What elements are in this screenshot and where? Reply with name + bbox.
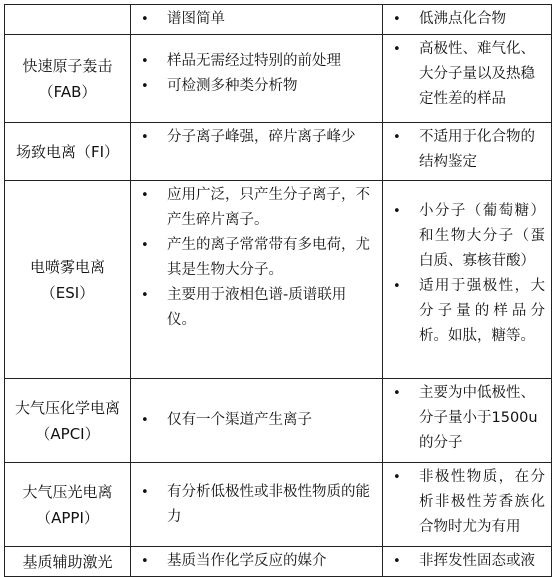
samples-cell [383, 547, 552, 577]
table-row-fab [5, 35, 552, 123]
table-row-apci [5, 379, 552, 463]
method-cell: 电喷雾电离（ESI） [5, 181, 131, 379]
header-cell-samples [383, 5, 552, 35]
method-cell: 大气压光电离（APPI） [5, 463, 131, 547]
samples-cell [383, 463, 552, 547]
table-row-maldi [5, 547, 552, 577]
feature-item: • 可检测多种类分析物 [139, 74, 376, 99]
features-cell [131, 379, 383, 463]
features-cell [131, 181, 383, 379]
feature-item: • 应用广泛，只产生分子离子，不产生碎片离子。 [139, 183, 372, 233]
features-cell [131, 547, 383, 577]
method-cell: 场致电离（FI） [5, 123, 131, 181]
features-cell [131, 123, 383, 181]
header-features-text: • 谱图简单 [139, 7, 376, 32]
samples-cell [383, 123, 552, 181]
method-cell: 基质辅助激光 [5, 547, 131, 577]
sample-item: • 适用于强极性，大分子量的样品分析。如肽，糖等。 [391, 274, 545, 349]
method-cell: 快速原子轰击（FAB） [5, 35, 131, 123]
method-cell: 大气压化学电离（APCI） [5, 379, 131, 463]
samples-cell [383, 181, 552, 379]
header-row [5, 5, 552, 35]
sample-item: • 高极性、难气化、大分子量以及热稳定性差的样品 [391, 37, 545, 112]
header-cell-method [5, 5, 131, 35]
samples-cell [383, 379, 552, 463]
sample-item: • 非挥发性固态或液 [391, 549, 545, 574]
feature-item: • 分子离子峰强，碎片离子峰少 [139, 125, 376, 150]
feature-item: • 样品无需经过特别的前处理 [139, 49, 376, 74]
feature-item: • 主要用于液相色谱-质谱联用仪。 [139, 283, 372, 333]
sample-item: • 非极性物质，在分析非极性芳香族化合物时尤为有用 [391, 465, 545, 540]
ionization-methods-table [4, 4, 552, 577]
table-row-fi [5, 123, 552, 181]
feature-item: • 基质当作化学反应的媒介 [139, 549, 376, 574]
sample-item: • 小分子（葡萄糖）和生物大分子（蛋白质、寡核苷酸） [391, 199, 545, 274]
feature-item: • 产生的离子常常带有多电荷，尤其是生物大分子。 [139, 233, 372, 283]
features-cell [131, 35, 383, 123]
header-samples-text: • 低沸点化合物 [391, 7, 545, 32]
feature-item: • 仅有一个渠道产生离子 [139, 408, 376, 433]
table-row-esi [5, 181, 552, 379]
sample-item: • 不适用于化合物的结构鉴定 [391, 125, 545, 175]
sample-item: • 主要为中低极性、分子量小于1500u的分子 [391, 381, 545, 456]
header-cell-features [131, 5, 383, 35]
features-cell [131, 463, 383, 547]
table-row-appi [5, 463, 552, 547]
feature-item: • 有分析低极性或非极性物质的能力 [139, 480, 376, 530]
samples-cell [383, 35, 552, 123]
